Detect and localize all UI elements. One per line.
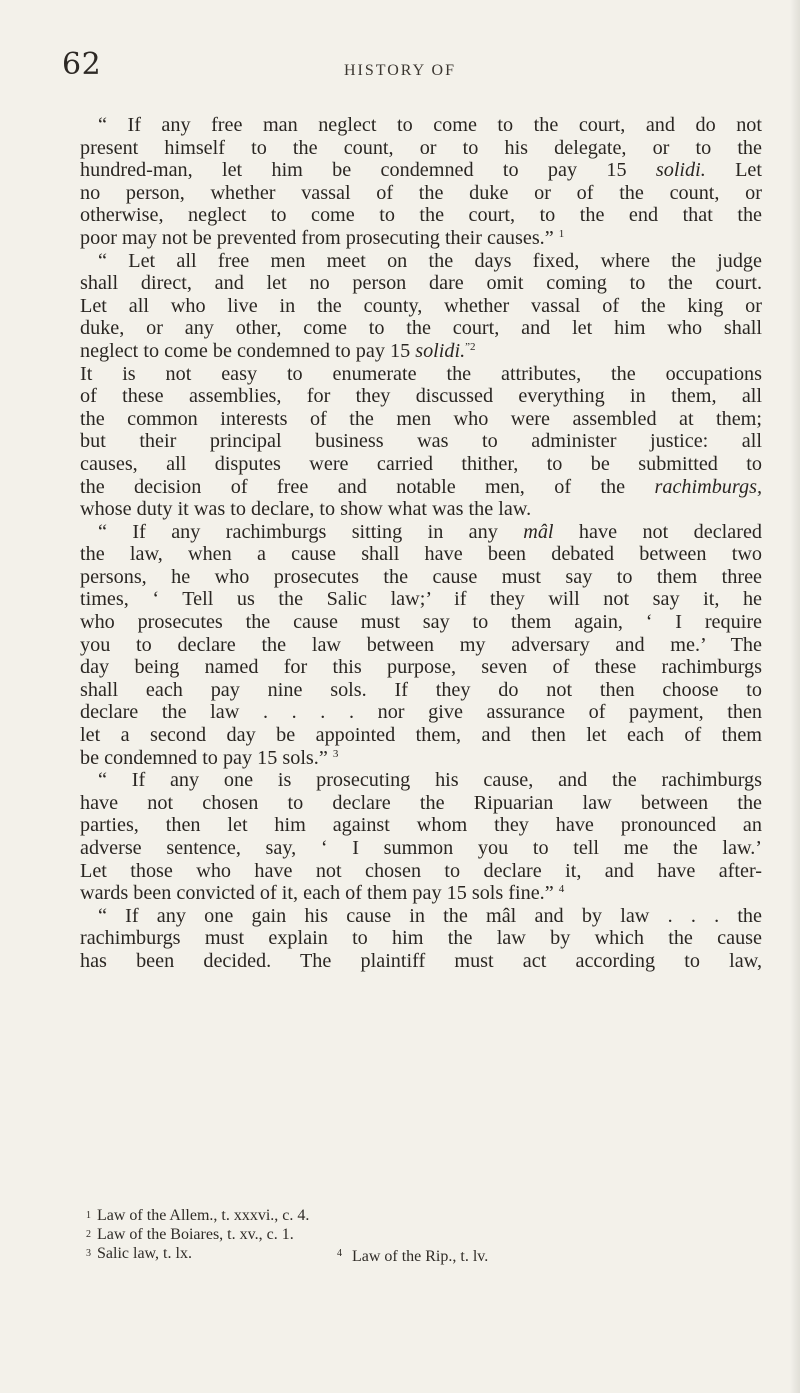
text-line: whose duty it was to declare, to show what was the law. [80, 498, 532, 521]
text-line: has been decided. The plaintiff must act according to law, [80, 949, 762, 972]
footnote [86, 1225, 746, 1244]
text-fragment: “ If any rachimburgs sitting in any [98, 520, 524, 543]
text-line: parties, then let him against whom they have pronounced an [80, 814, 762, 837]
footnote-text: Law of the Allem., t. xxxvi., c. 4. [97, 1207, 310, 1224]
page-number: 62 [62, 47, 102, 82]
text-line: shall each pay nine sols. If they do not then choose to [80, 678, 762, 701]
footnote-number: 2 [86, 1229, 91, 1240]
text-fragment: have not declared [553, 520, 762, 543]
text-fragment: be condemned to pay 15 sols.” [80, 746, 333, 769]
italic-term: solidi. [415, 339, 466, 362]
text-line: persons, he who prosecutes the cause must say to them three [80, 565, 762, 588]
footnote-ref: ”2 [465, 340, 476, 353]
text-line: adverse sentence, say, ‘ I summon you to tell me the law.’ [80, 837, 762, 859]
italic-term: solidi. [655, 159, 706, 182]
footnote-text: Law of the Boiares, t. xv., c. 1. [97, 1226, 294, 1243]
text-line [80, 227, 762, 250]
text-line: times, ‘ Tell us the Salic law;’ if they will not say it, he [80, 588, 762, 611]
text-fragment: neglect to come be condemned to pay 15 [80, 339, 416, 362]
text-line: who prosecutes the cause must say to them again, ‘ I require [80, 611, 762, 634]
text-line: have not chosen to declare the Ripuarian law between the [80, 791, 762, 814]
text-line [80, 340, 762, 363]
footnotes [86, 1206, 746, 1266]
text-line: “ If any one gain his cause in the mâl and by law . . . the [98, 904, 762, 927]
text-line [80, 747, 762, 770]
text-line: “ If any one is prosecuting his cause, and the rachimburgs [98, 769, 762, 792]
text-line: let a second day be appointed them, and then let each of them [80, 724, 762, 747]
text-line [80, 882, 762, 905]
text-line: the common interests of the men who were assembled at them; [80, 407, 762, 430]
text-line [80, 159, 762, 182]
footnote-ref: 1 [558, 227, 565, 240]
italic-term: mâl [523, 520, 554, 543]
body-text [80, 114, 762, 973]
text-fragment: hundred-man, let him be condemned to pay 15 [80, 159, 656, 182]
text-line: otherwise, neglect to come to the court, to the end that the [80, 204, 762, 227]
text-line: “ Let all free men meet on the days fixed, where the judge [98, 249, 762, 272]
text-line: causes, all disputes were carried thither, to be submitted to [80, 452, 762, 475]
text-line: of these assemblies, for they discussed everything in them, all [80, 385, 762, 408]
text-line: It is not easy to enumerate the attributes, the occupations [80, 362, 762, 385]
text-line: no person, whether vassal of the duke or of the count, or [80, 181, 762, 204]
text-fragment: Let [705, 159, 763, 182]
footnote-number: 3 [86, 1248, 91, 1259]
text-fragment: wards been convicted of it, each of them pay 15 sols fine.” [80, 882, 559, 905]
footnote [337, 1244, 488, 1266]
text-line: Let all who live in the county, whether vassal of the king or [80, 294, 762, 317]
footnote-row [86, 1244, 746, 1266]
page-edge-shadow [790, 0, 800, 1393]
text-line: day being named for this purpose, seven of these rachimburgs [80, 656, 762, 679]
text-line: “ If any free man neglect to come to the court, and do not [98, 114, 762, 136]
footnote [86, 1206, 746, 1225]
text-fragment: the decision of free and notable men, of the [80, 475, 655, 498]
text-line: the law, when a cause shall have been debated between two [80, 543, 762, 566]
running-title: HISTORY OF [343, 62, 457, 79]
footnote-ref: 3 [332, 747, 339, 760]
text-line: declare the law . . . . nor give assurance of payment, then [80, 701, 762, 724]
text-line [80, 521, 762, 544]
text-line: you to declare the law between my adversary and me.’ The [80, 633, 762, 656]
text-line [80, 476, 762, 499]
footnote-number: 1 [86, 1210, 91, 1221]
text-line: shall direct, and let no person dare omit coming to the court. [80, 272, 762, 295]
text-line: Let those who have not chosen to declare it, and have after- [80, 859, 762, 882]
text-line: duke, or any other, come to the court, and let him who shall [80, 317, 762, 340]
text-line: rachimburgs must explain to him the law by which the cause [80, 927, 762, 950]
text-fragment: poor may not be prevented from prosecuting their causes.” [80, 226, 559, 249]
text-line: but their principal business was to administer justice: all [80, 430, 762, 453]
footnote-ref: 4 [558, 883, 565, 896]
italic-term: rachimburgs, [654, 475, 762, 498]
footnote-text: Law of the Rip., t. lv. [351, 1248, 489, 1265]
text-line: present himself to the count, or to his delegate, or to the [80, 136, 762, 159]
footnote-number: 4 [336, 1248, 342, 1259]
footnote-text: Salic law, t. lx. [97, 1245, 192, 1262]
